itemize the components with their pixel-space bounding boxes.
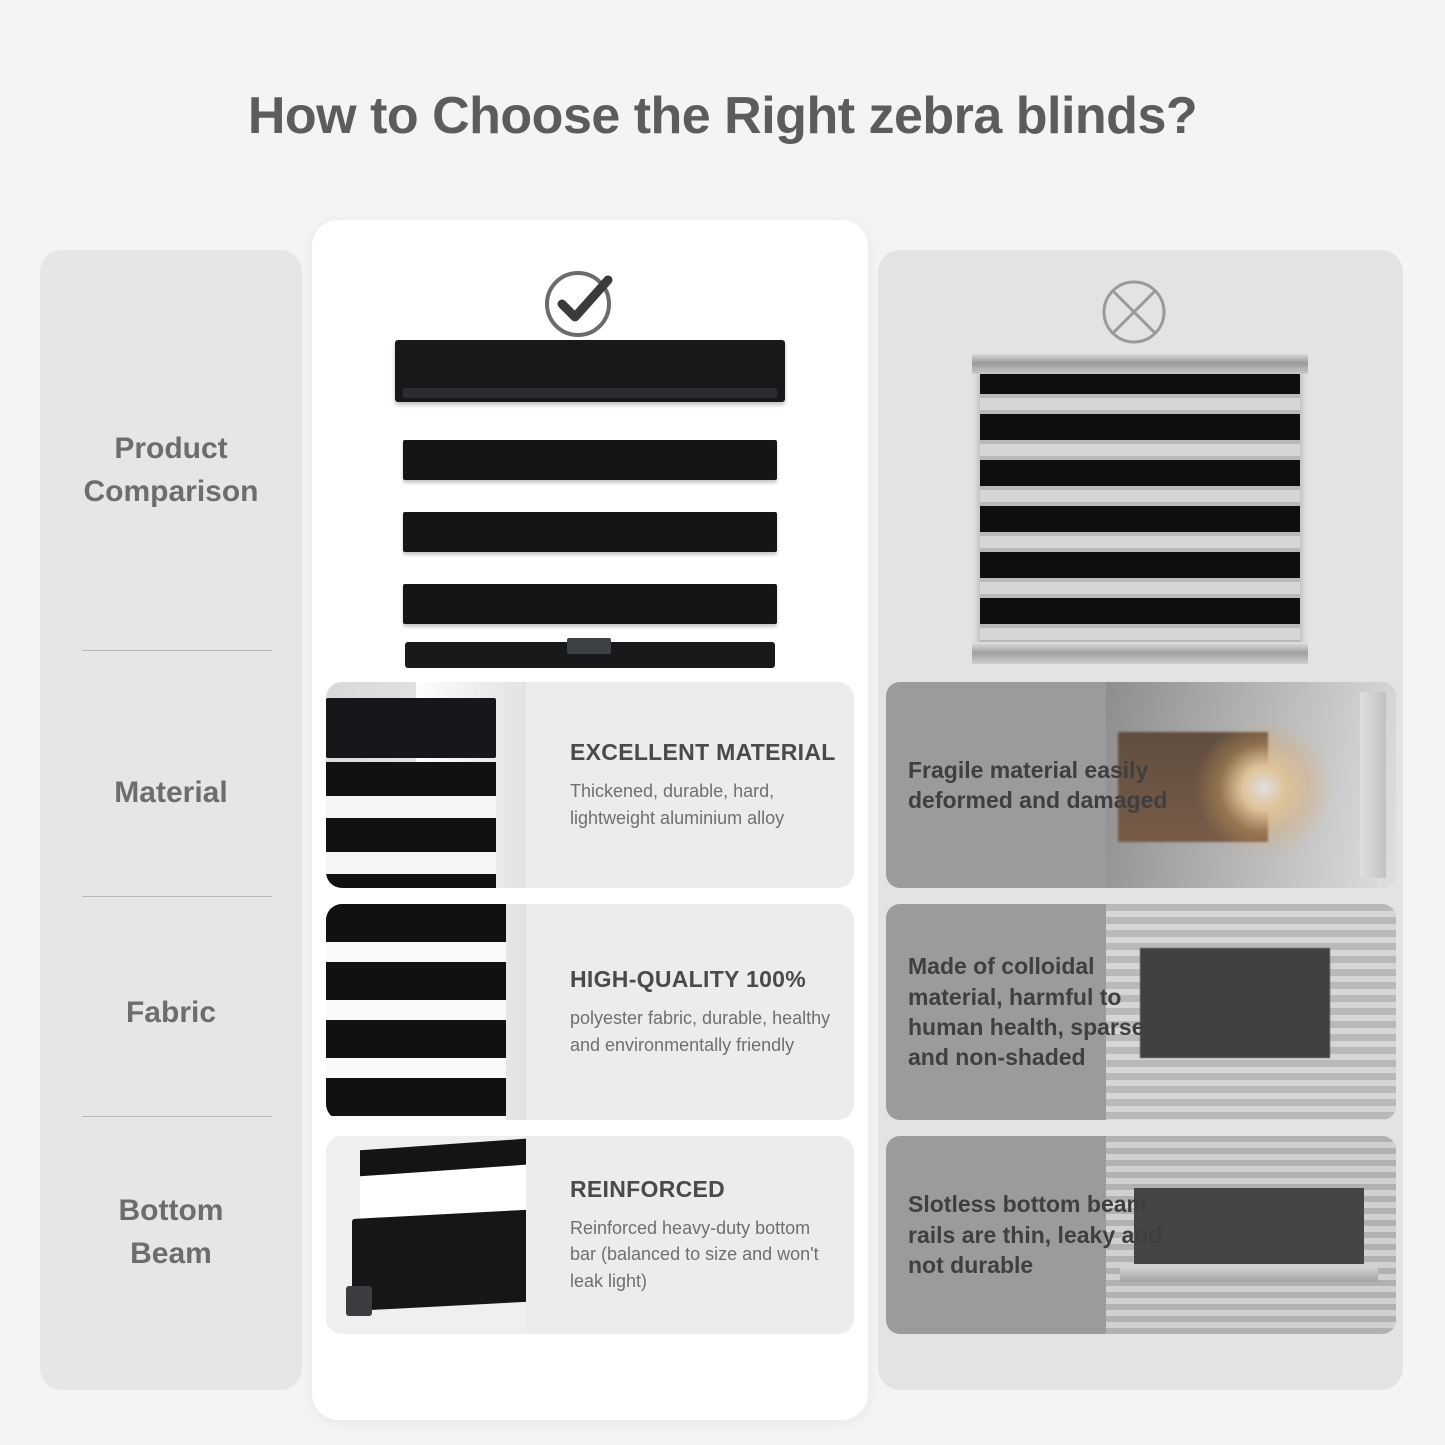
bad-card-material [886, 682, 1396, 888]
top-rail [972, 354, 1308, 374]
good-card-fabric [326, 904, 854, 1120]
card-heading: EXCELLENT MATERIAL [570, 739, 836, 766]
card-body: Reinforced heavy-duty bottom bar (balanced to size and won't leak light) [570, 1218, 819, 1291]
good-card-bottom-beam [326, 1136, 854, 1334]
bottom-beam-thumbnail [326, 1136, 526, 1334]
bad-card-text: Fragile material easily deformed and damaged [908, 756, 1168, 813]
check-circle-icon [540, 262, 620, 342]
card-body: polyester fabric, durable, healthy and environmentally friendly [570, 1008, 831, 1055]
bad-product-image [980, 368, 1300, 650]
fabric [326, 904, 506, 1120]
row-label-line1: Bottom [118, 1194, 224, 1227]
bad-card-text: Made of colloidal material, harmful to human health, sparse and non-shaded [908, 953, 1145, 1071]
fabric-thumbnail [326, 904, 526, 1120]
good-card-material [326, 682, 854, 888]
pull-tab [567, 638, 611, 654]
label-divider-2 [82, 896, 272, 897]
good-product-image [395, 340, 785, 670]
headrail [326, 698, 496, 758]
slat [403, 584, 777, 624]
row-label-fabric: Fabric [125, 996, 217, 1029]
slat [403, 512, 777, 552]
card-text [570, 1136, 838, 1334]
row-label-bottom-beam [40, 1190, 302, 1275]
bottom-bar [352, 1209, 526, 1311]
row-label-material: Material [114, 776, 228, 809]
bad-card-text: Slotless bottom beam rails are thin, leaky and not durable [908, 1191, 1163, 1279]
row-label-line2: Comparison [83, 474, 259, 508]
label-column [40, 250, 302, 1390]
row-label-product-comparison [40, 428, 302, 513]
bad-card-bottom-beam [886, 1136, 1396, 1334]
card-heading: HIGH-QUALITY 100% [570, 966, 806, 993]
headrail [395, 340, 785, 402]
card-body: Thickened, durable, hard, lightweight aluminium alloy [570, 781, 785, 828]
row-label-line1: Product [114, 432, 228, 465]
card-text [570, 682, 838, 888]
label-divider-3 [82, 1116, 272, 1117]
bad-card-fabric [886, 904, 1396, 1120]
fabric [326, 762, 496, 888]
label-divider-1 [82, 650, 272, 651]
page-title: How to Choose the Right zebra blinds? [247, 87, 1198, 145]
end-cap [346, 1286, 372, 1316]
material-thumbnail [326, 682, 526, 888]
card-heading: REINFORCED [570, 1176, 726, 1203]
card-text [570, 904, 838, 1120]
cross-circle-icon [1094, 272, 1174, 352]
bottom-rail [972, 642, 1308, 664]
row-label-line2: Beam [130, 1236, 212, 1270]
zebra-stripes [980, 368, 1300, 650]
slat [403, 440, 777, 480]
